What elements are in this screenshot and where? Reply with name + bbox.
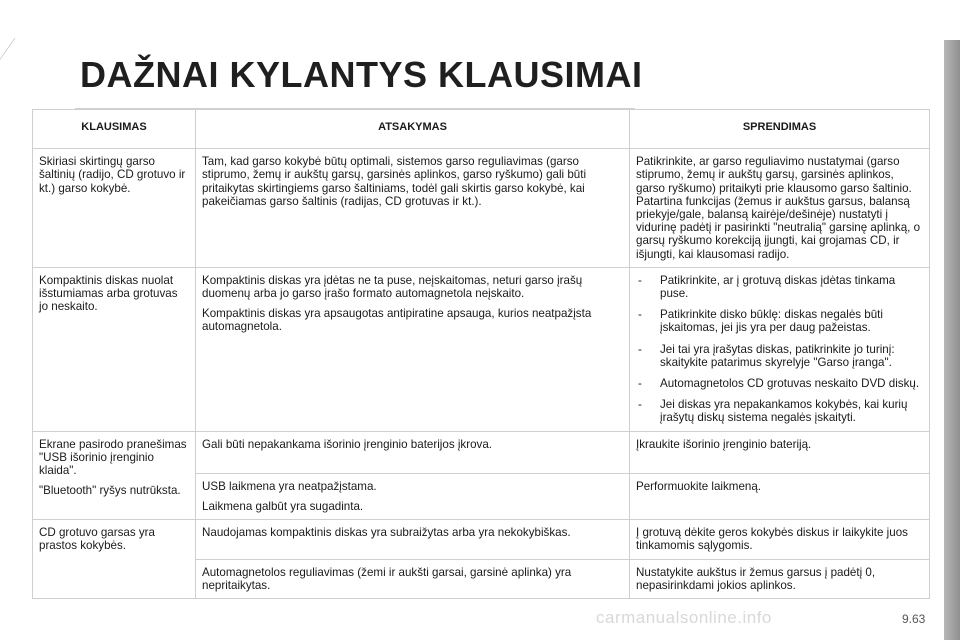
question-cell: CD grotuvo garsas yra prastos kokybės.: [33, 520, 196, 599]
table-row: [33, 520, 930, 559]
page-number: 9.63: [902, 612, 926, 626]
table-row: [33, 149, 930, 268]
solution-cell: Įkraukite išorinio įrenginio bateriją.: [630, 431, 930, 473]
solution-cell: Patikrinkite, ar garso reguliavimo nustatymai (garso stiprumo, žemų ir aukštų garsų, garsinės aplinkos, garso ryškumo) pritaikyti prie klausomo garso šaltinio. Patartina funkcijas (žemus ir aukštus garsus, balansą priekyje/gale, balansą kairėje/dešinėje) nustatyti į vidurinę padėtį ir pasirinkti "neutralią" garsinę aplinką, o garsų ryškumo korekciją įjungti, kai grojamas CD, ir išjungti, kai klausomasi radijo.: [630, 149, 930, 268]
answer-cell: [196, 473, 630, 519]
question-paragraph: "Bluetooth" ryšys nutrūksta.: [39, 484, 181, 498]
answer-paragraph: USB laikmena yra neatpažįstama.: [202, 479, 377, 493]
table-row: [33, 431, 930, 473]
answer-paragraph: Laikmena galbūt yra sugadinta.: [202, 500, 364, 514]
list-item: - Jei tai yra įrašytas diskas, patikrinkite jo turinį: skaitykite patarimus skyrelyje "Garso įranga".: [636, 343, 923, 369]
question-cell: Skiriasi skirtingų garso šaltinių (radijo, CD grotuvo ir kt.) garso kokybė.: [33, 149, 196, 268]
solution-cell: [630, 267, 930, 431]
answer-paragraph: Kompaktinis diskas yra įdėtas ne ta puse, neįskaitomas, neturi garso įrašų duomenų arba jo garso įrašo formato automagnetola neįskaito.: [202, 273, 583, 301]
side-rail-cap: [944, 0, 960, 40]
list-item: - Patikrinkite, ar į grotuvą diskas įdėtas tinkama puse.: [636, 274, 923, 300]
list-item: - Jei diskas yra nepakankamos kokybės, kai kurių įrašytų diskų sistema negalės įskaityti.: [636, 398, 923, 424]
table-header-row: [33, 110, 930, 149]
watermark: carmanualsonline.info: [596, 608, 772, 627]
side-rail-decoration: [944, 40, 960, 640]
question-cell: Kompaktinis diskas nuolat išstumiamas arba grotuvas jo neskaito.: [33, 267, 196, 431]
question-paragraph: Ekrane pasirodo pranešimas "USB išorinio įrenginio klaida".: [39, 437, 187, 478]
answer-cell: Tam, kad garso kokybė būtų optimali, sistemos garso reguliavimas (garso stiprumo, žemų ir aukštų garsų, garsinės aplinkos, garso ryškumo) gali būti pritaikytas skirtingiems garso šaltiniams, todėl gali skirtis garso kokybė, kai pakeičiamas garso šaltinis (radijas, CD grotuvas ir kt.).: [196, 149, 630, 268]
answer-cell: [196, 267, 630, 431]
list-item: - Patikrinkite disko būklę: diskas negalės būti įskaitomas, jei jis yra per daug pažeistas.: [636, 308, 923, 334]
answer-cell: Naudojamas kompaktinis diskas yra subraižytas arba yra nekokybiškas.: [196, 520, 630, 559]
question-cell: [33, 431, 196, 520]
solution-cell: Performuokite laikmeną.: [630, 473, 930, 519]
header-solution: SPRENDIMAS: [630, 110, 930, 149]
answer-cell: Automagnetolos reguliavimas (žemi ir aukšti garsai, garsinė aplinka) yra nepritaikytas.: [196, 559, 630, 598]
header-question: KLAUSIMAS: [33, 110, 196, 149]
list-item: - Automagnetolos CD grotuvas neskaito DVD diskų.: [636, 377, 923, 390]
header-answer: ATSAKYMAS: [196, 110, 630, 149]
answer-cell: Gali būti nepakankama išorinio įrenginio baterijos įkrova.: [196, 431, 630, 473]
faq-table: [32, 109, 930, 599]
page-title: DAŽNAI KYLANTYS KLAUSIMAI: [80, 54, 643, 95]
solution-list: [636, 274, 923, 425]
solution-cell: Į grotuvą dėkite geros kokybės diskus ir laikykite juos tinkamomis sąlygomis.: [630, 520, 930, 559]
solution-cell: Nustatykite aukštus ir žemus garsus į padėtį 0, nepasirinkdami jokios aplinkos.: [630, 559, 930, 598]
table-row: [33, 267, 930, 431]
answer-paragraph: Kompaktinis diskas yra apsaugotas antipiratine apsauga, kurios neatpažįsta automagnetola.: [202, 307, 592, 334]
